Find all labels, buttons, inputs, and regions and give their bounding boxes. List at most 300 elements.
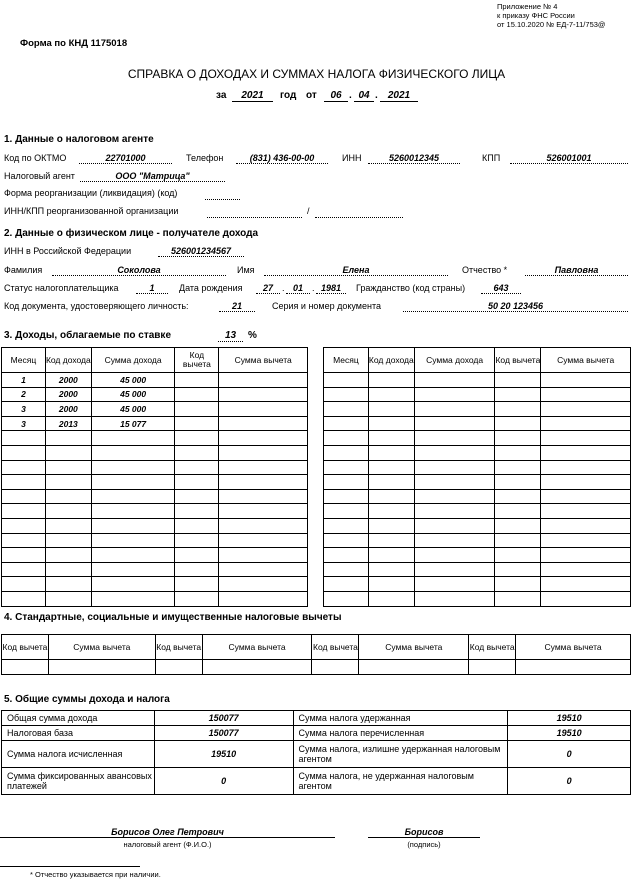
empty-cell [219, 489, 308, 504]
empty-cell [495, 518, 541, 533]
tax-withheld-label: Сумма налога удержанная [293, 711, 508, 726]
fixed-advance-label: Сумма фиксированных авансовых платежей [2, 768, 155, 795]
kpp-value: 526001001 [510, 153, 628, 164]
empty-cell [495, 489, 541, 504]
reorg-kpp-value [315, 206, 403, 218]
empty-cell [541, 504, 631, 519]
empty-cell [175, 562, 219, 577]
phone-label: Телефон [186, 153, 224, 163]
empty-cell [541, 577, 631, 592]
deductions-header [2, 635, 631, 660]
dob-day: 27 [256, 283, 280, 294]
cell-deduction-code [175, 373, 219, 388]
empty-cell [495, 533, 541, 548]
empty-cell [414, 416, 495, 431]
empty-cell [91, 460, 175, 475]
fixed-advance-value: 0 [154, 768, 293, 795]
deduction-sum-header: Сумма вычета [48, 635, 155, 660]
agent-signature: Борисов [368, 827, 480, 838]
cell-deduction-code [175, 387, 219, 402]
empty-cell [2, 475, 46, 490]
empty-cell [414, 445, 495, 460]
signature-caption: (подпись) [407, 840, 441, 849]
empty-cell [324, 431, 369, 446]
appendix-line1: Приложение № 4 [497, 2, 558, 11]
empty-cell [368, 460, 414, 475]
totals-table [1, 710, 631, 795]
empty-cell [45, 518, 91, 533]
deduction-code-header: Код вычета [312, 635, 359, 660]
table-row [2, 660, 631, 675]
cell-deduction-sum [219, 373, 308, 388]
table-row [324, 402, 631, 417]
period-date-year: 2021 [380, 90, 418, 102]
cell-deduction-code [175, 402, 219, 417]
cell-income-sum: 45 000 [91, 402, 175, 417]
empty-cell [324, 387, 369, 402]
empty-cell [324, 577, 369, 592]
empty-cell [541, 460, 631, 475]
income-table-header [324, 348, 631, 373]
page-title: СПРАВКА О ДОХОДАХ И СУММАХ НАЛОГА ФИЗИЧЕСКОГО ЛИЦА [127, 67, 506, 81]
table-row [324, 460, 631, 475]
empty-cell [175, 577, 219, 592]
empty-cell [91, 431, 175, 446]
total-income-value: 150077 [154, 711, 293, 726]
empty-cell [368, 591, 414, 606]
citizenship-label: Гражданство (код страны) [356, 283, 466, 293]
empty-cell [368, 504, 414, 519]
empty-cell [414, 548, 495, 563]
empty-cell [175, 591, 219, 606]
empty-cell [414, 475, 495, 490]
empty-cell [91, 489, 175, 504]
empty-cell [45, 431, 91, 446]
empty-cell [91, 548, 175, 563]
empty-cell [541, 373, 631, 388]
header-income-code: Код дохода [45, 348, 91, 373]
dob-dot1: . [282, 283, 285, 293]
cell-month: 3 [2, 416, 46, 431]
empty-cell [219, 504, 308, 519]
surname-label: Фамилия [4, 265, 43, 275]
dob-dot2: . [312, 283, 315, 293]
empty-cell [414, 591, 495, 606]
citizenship-value: 643 [481, 283, 521, 294]
tax-not-withheld-label: Сумма налога, не удержанная налоговым агентом [293, 768, 508, 795]
patronymic-label: Отчество * [462, 265, 508, 275]
header-income-sum: Сумма дохода [414, 348, 495, 373]
empty-cell [45, 548, 91, 563]
status-value: 1 [136, 283, 168, 294]
empty-cell [219, 475, 308, 490]
status-label: Статус налогоплательщика [4, 283, 119, 293]
empty-cell [495, 416, 541, 431]
tax-transferred-value: 19510 [508, 726, 631, 741]
rate-value: 13 [218, 330, 243, 342]
doc-series-value: 50 20 123456 [403, 301, 628, 312]
form-code: Форма по КНД 1175018 [20, 38, 128, 49]
table-row [324, 445, 631, 460]
empty-cell [219, 548, 308, 563]
empty-cell [324, 445, 369, 460]
empty-cell [368, 445, 414, 460]
empty-cell [368, 548, 414, 563]
empty-cell [324, 533, 369, 548]
income-table-right [323, 347, 631, 607]
empty-cell [541, 445, 631, 460]
reorg-inn-label: ИНН/КПП реорганизованной организации [4, 206, 179, 216]
table-row [2, 518, 308, 533]
inn-value: 5260012345 [368, 153, 460, 164]
table-row [2, 445, 308, 460]
tax-calculated-label: Сумма налога исчисленная [2, 741, 155, 768]
empty-cell [45, 445, 91, 460]
empty-cell [2, 504, 46, 519]
header-deduction-sum: Сумма вычета [541, 348, 631, 373]
empty-cell [414, 373, 495, 388]
empty-cell [495, 445, 541, 460]
deduction-code-header: Код вычета [469, 635, 516, 660]
dob-year: 1981 [316, 283, 346, 294]
appendix-block [497, 2, 606, 29]
empty-cell [324, 475, 369, 490]
income-table-left [1, 347, 308, 607]
empty-cell [414, 577, 495, 592]
tax-not-withheld-value: 0 [508, 768, 631, 795]
cell-income-sum: 15 077 [91, 416, 175, 431]
agent-name: Борисов Олег Петрович [0, 827, 335, 838]
empty-cell [368, 518, 414, 533]
empty-cell [2, 460, 46, 475]
header-income-code: Код дохода [368, 348, 414, 373]
table-row [2, 562, 308, 577]
table-row [324, 591, 631, 606]
empty-cell [541, 387, 631, 402]
cell-income-code: 2000 [45, 373, 91, 388]
footnote: * Отчество указывается при наличии. [30, 870, 161, 879]
section4-title: 4. Стандартные, социальные и имущественные налоговые вычеты [4, 612, 342, 623]
empty-cell [91, 562, 175, 577]
empty-cell [219, 431, 308, 446]
empty-cell [2, 445, 46, 460]
deduction-sum-header: Сумма вычета [516, 635, 631, 660]
table-row [324, 416, 631, 431]
empty-cell [175, 489, 219, 504]
table-row [324, 518, 631, 533]
period-month: 04 [354, 90, 374, 102]
empty-cell [91, 504, 175, 519]
header-deduction-code: Код вычета [495, 348, 541, 373]
empty-cell [414, 489, 495, 504]
cell-deduction-sum [219, 416, 308, 431]
empty-cell [368, 533, 414, 548]
empty-cell [91, 577, 175, 592]
deduction-code-header: Код вычета [155, 635, 202, 660]
empty-cell [368, 475, 414, 490]
period-za: за [216, 90, 227, 101]
empty-cell [324, 548, 369, 563]
empty-cell [91, 533, 175, 548]
cell-month: 2 [2, 387, 46, 402]
empty-cell [324, 562, 369, 577]
empty-cell [219, 518, 308, 533]
oktmo-value: 22701000 [79, 153, 172, 164]
empty-cell [541, 591, 631, 606]
empty-cell [541, 548, 631, 563]
empty-cell [45, 504, 91, 519]
empty-cell [45, 475, 91, 490]
header-income-sum: Сумма дохода [91, 348, 175, 373]
table-row [324, 387, 631, 402]
empty-cell [91, 591, 175, 606]
header-month: Месяц [2, 348, 46, 373]
empty-cell [368, 489, 414, 504]
period-year: 2021 [232, 90, 273, 102]
recipient-inn-label: ИНН в Российской Федерации [4, 246, 132, 256]
empty-cell [324, 402, 369, 417]
rate-percent: % [248, 330, 257, 341]
table-row [2, 548, 308, 563]
empty-cell [495, 562, 541, 577]
kpp-label: КПП [482, 153, 501, 163]
empty-cell [368, 562, 414, 577]
empty-cell [2, 562, 46, 577]
empty-cell [175, 475, 219, 490]
empty-cell [495, 373, 541, 388]
empty-cell [2, 577, 46, 592]
period-god: год [280, 90, 297, 101]
total-income-label: Общая сумма дохода [2, 711, 155, 726]
empty-cell [495, 431, 541, 446]
reorg-inn-value [207, 206, 302, 218]
empty-cell [324, 504, 369, 519]
doc-code-value: 21 [219, 301, 255, 312]
empty-cell [368, 577, 414, 592]
reorg-value [205, 188, 240, 200]
empty-cell [324, 489, 369, 504]
empty-cell [368, 402, 414, 417]
section1-title: 1. Данные о налоговом агенте [4, 134, 154, 145]
table-row [2, 577, 308, 592]
table-row [2, 416, 308, 431]
empty-cell [324, 460, 369, 475]
name-label: Имя [237, 265, 255, 275]
table-row [2, 402, 308, 417]
cell-income-sum: 45 000 [91, 373, 175, 388]
empty-cell [45, 489, 91, 504]
empty-cell [541, 562, 631, 577]
agent-value: ООО "Матрица" [80, 171, 225, 182]
empty-rows [324, 373, 631, 607]
empty-cell [175, 518, 219, 533]
header-deduction-sum: Сумма вычета [219, 348, 308, 373]
empty-cell [495, 475, 541, 490]
empty-cell [2, 489, 46, 504]
tax-base-label: Налоговая база [2, 726, 155, 741]
deduction-sum-header: Сумма вычета [359, 635, 469, 660]
empty-cell [541, 533, 631, 548]
empty-cell [495, 577, 541, 592]
empty-cell [414, 504, 495, 519]
tax-excess-value: 0 [508, 741, 631, 768]
cell-deduction-sum [219, 402, 308, 417]
empty-cell [495, 460, 541, 475]
empty-cell [414, 562, 495, 577]
table-row [2, 387, 308, 402]
empty-cell [175, 533, 219, 548]
cell-deduction-code [175, 416, 219, 431]
empty-cell [414, 402, 495, 417]
empty-cell [45, 562, 91, 577]
header-deduction-code: Код вычета [175, 348, 219, 373]
empty-cell [541, 431, 631, 446]
reorg-label: Форма реорганизации (ликвидация) (код) [4, 188, 178, 198]
empty-cell [219, 460, 308, 475]
doc-code-label: Код документа, удостоверяющего личность: [4, 301, 189, 311]
empty-cell [324, 416, 369, 431]
table-row [2, 460, 308, 475]
empty-cell [2, 533, 46, 548]
period-day: 06 [324, 90, 348, 102]
section5-title: 5. Общие суммы дохода и налога [4, 694, 170, 705]
empty-cell [219, 533, 308, 548]
table-row [2, 489, 308, 504]
empty-cell [495, 387, 541, 402]
empty-cell [2, 431, 46, 446]
surname-value: Соколова [52, 265, 226, 276]
cell-income-code: 2000 [45, 402, 91, 417]
empty-cell [45, 591, 91, 606]
table-row [324, 533, 631, 548]
recipient-inn-value: 526001234567 [158, 246, 244, 257]
empty-cell [368, 431, 414, 446]
deduction-code-header: Код вычета [2, 635, 49, 660]
empty-cell [91, 445, 175, 460]
header-month: Месяц [324, 348, 369, 373]
cell-month: 3 [2, 402, 46, 417]
table-row [324, 562, 631, 577]
empty-cell [541, 489, 631, 504]
agent-label: Налоговый агент [4, 171, 75, 181]
tax-transferred-label: Сумма налога перечисленная [293, 726, 508, 741]
cell-deduction-sum [219, 387, 308, 402]
empty-cell [541, 416, 631, 431]
tax-excess-label: Сумма налога, излишне удержанная налоговым агентом [293, 741, 508, 768]
reorg-slash: / [307, 206, 310, 216]
appendix-line2: к приказу ФНС России [497, 11, 575, 20]
empty-cell [414, 431, 495, 446]
empty-cell [91, 518, 175, 533]
empty-cell [219, 562, 308, 577]
table-row [324, 504, 631, 519]
empty-rows [2, 431, 308, 606]
table-row [2, 726, 631, 741]
table-row [2, 591, 308, 606]
empty-cell [495, 504, 541, 519]
agent-name-caption: налоговый агент (Ф.И.О.) [123, 840, 212, 849]
deductions-table [1, 634, 631, 675]
empty-cell [324, 373, 369, 388]
dob-month: 01 [286, 283, 310, 294]
cell-income-code: 2000 [45, 387, 91, 402]
empty-cell [45, 533, 91, 548]
table-row [2, 475, 308, 490]
empty-cell [414, 533, 495, 548]
empty-cell [368, 416, 414, 431]
empty-cell [324, 518, 369, 533]
empty-cell [495, 591, 541, 606]
empty-cell [91, 475, 175, 490]
section2-title: 2. Данные о физическом лице - получателе дохода [4, 228, 259, 239]
deduction-sum-header: Сумма вычета [202, 635, 312, 660]
empty-cell [495, 402, 541, 417]
empty-cell [175, 548, 219, 563]
table-row [2, 431, 308, 446]
empty-cell [175, 504, 219, 519]
table-row [2, 768, 631, 795]
name-value: Елена [264, 265, 448, 276]
phone-value: (831) 436-00-00 [236, 153, 328, 164]
empty-cell [219, 445, 308, 460]
empty-cell [368, 373, 414, 388]
empty-cell [219, 591, 308, 606]
empty-cell [541, 475, 631, 490]
empty-cell [2, 518, 46, 533]
empty-cell [414, 387, 495, 402]
table-row [324, 489, 631, 504]
table-row [324, 373, 631, 388]
cell-income-code: 2013 [45, 416, 91, 431]
empty-cell [324, 591, 369, 606]
tax-calculated-value: 19510 [154, 741, 293, 768]
empty-cell [541, 402, 631, 417]
cell-month: 1 [2, 373, 46, 388]
inn-label: ИНН [342, 153, 362, 163]
empty-cell [368, 387, 414, 402]
empty-cell [2, 591, 46, 606]
table-row [324, 577, 631, 592]
empty-cell [219, 577, 308, 592]
empty-cell [175, 460, 219, 475]
oktmo-label: Код по ОКТМО [4, 153, 67, 163]
income-table-header [2, 348, 308, 373]
doc-series-label: Серия и номер документа [272, 301, 381, 311]
dob-label: Дата рождения [179, 283, 243, 293]
empty-cell [45, 460, 91, 475]
appendix-line3: от 15.10.2020 № ЕД-7-11/753@ [497, 20, 606, 29]
cell-income-sum: 45 000 [91, 387, 175, 402]
tax-base-value: 150077 [154, 726, 293, 741]
empty-cell [175, 445, 219, 460]
empty-cell [45, 577, 91, 592]
table-row [2, 504, 308, 519]
period-dot2: . [375, 90, 378, 101]
table-row [324, 475, 631, 490]
empty-cell [175, 431, 219, 446]
table-row [324, 431, 631, 446]
empty-cell [495, 548, 541, 563]
patronymic-value: Павловна [525, 265, 628, 276]
empty-cell [541, 518, 631, 533]
section3-title: 3. Доходы, облагаемые по ставке [4, 330, 172, 341]
table-row [2, 741, 631, 768]
period-ot: от [306, 90, 317, 101]
empty-cell [2, 548, 46, 563]
period-dot1: . [349, 90, 352, 101]
footnote-divider [0, 866, 140, 867]
empty-cell [414, 460, 495, 475]
